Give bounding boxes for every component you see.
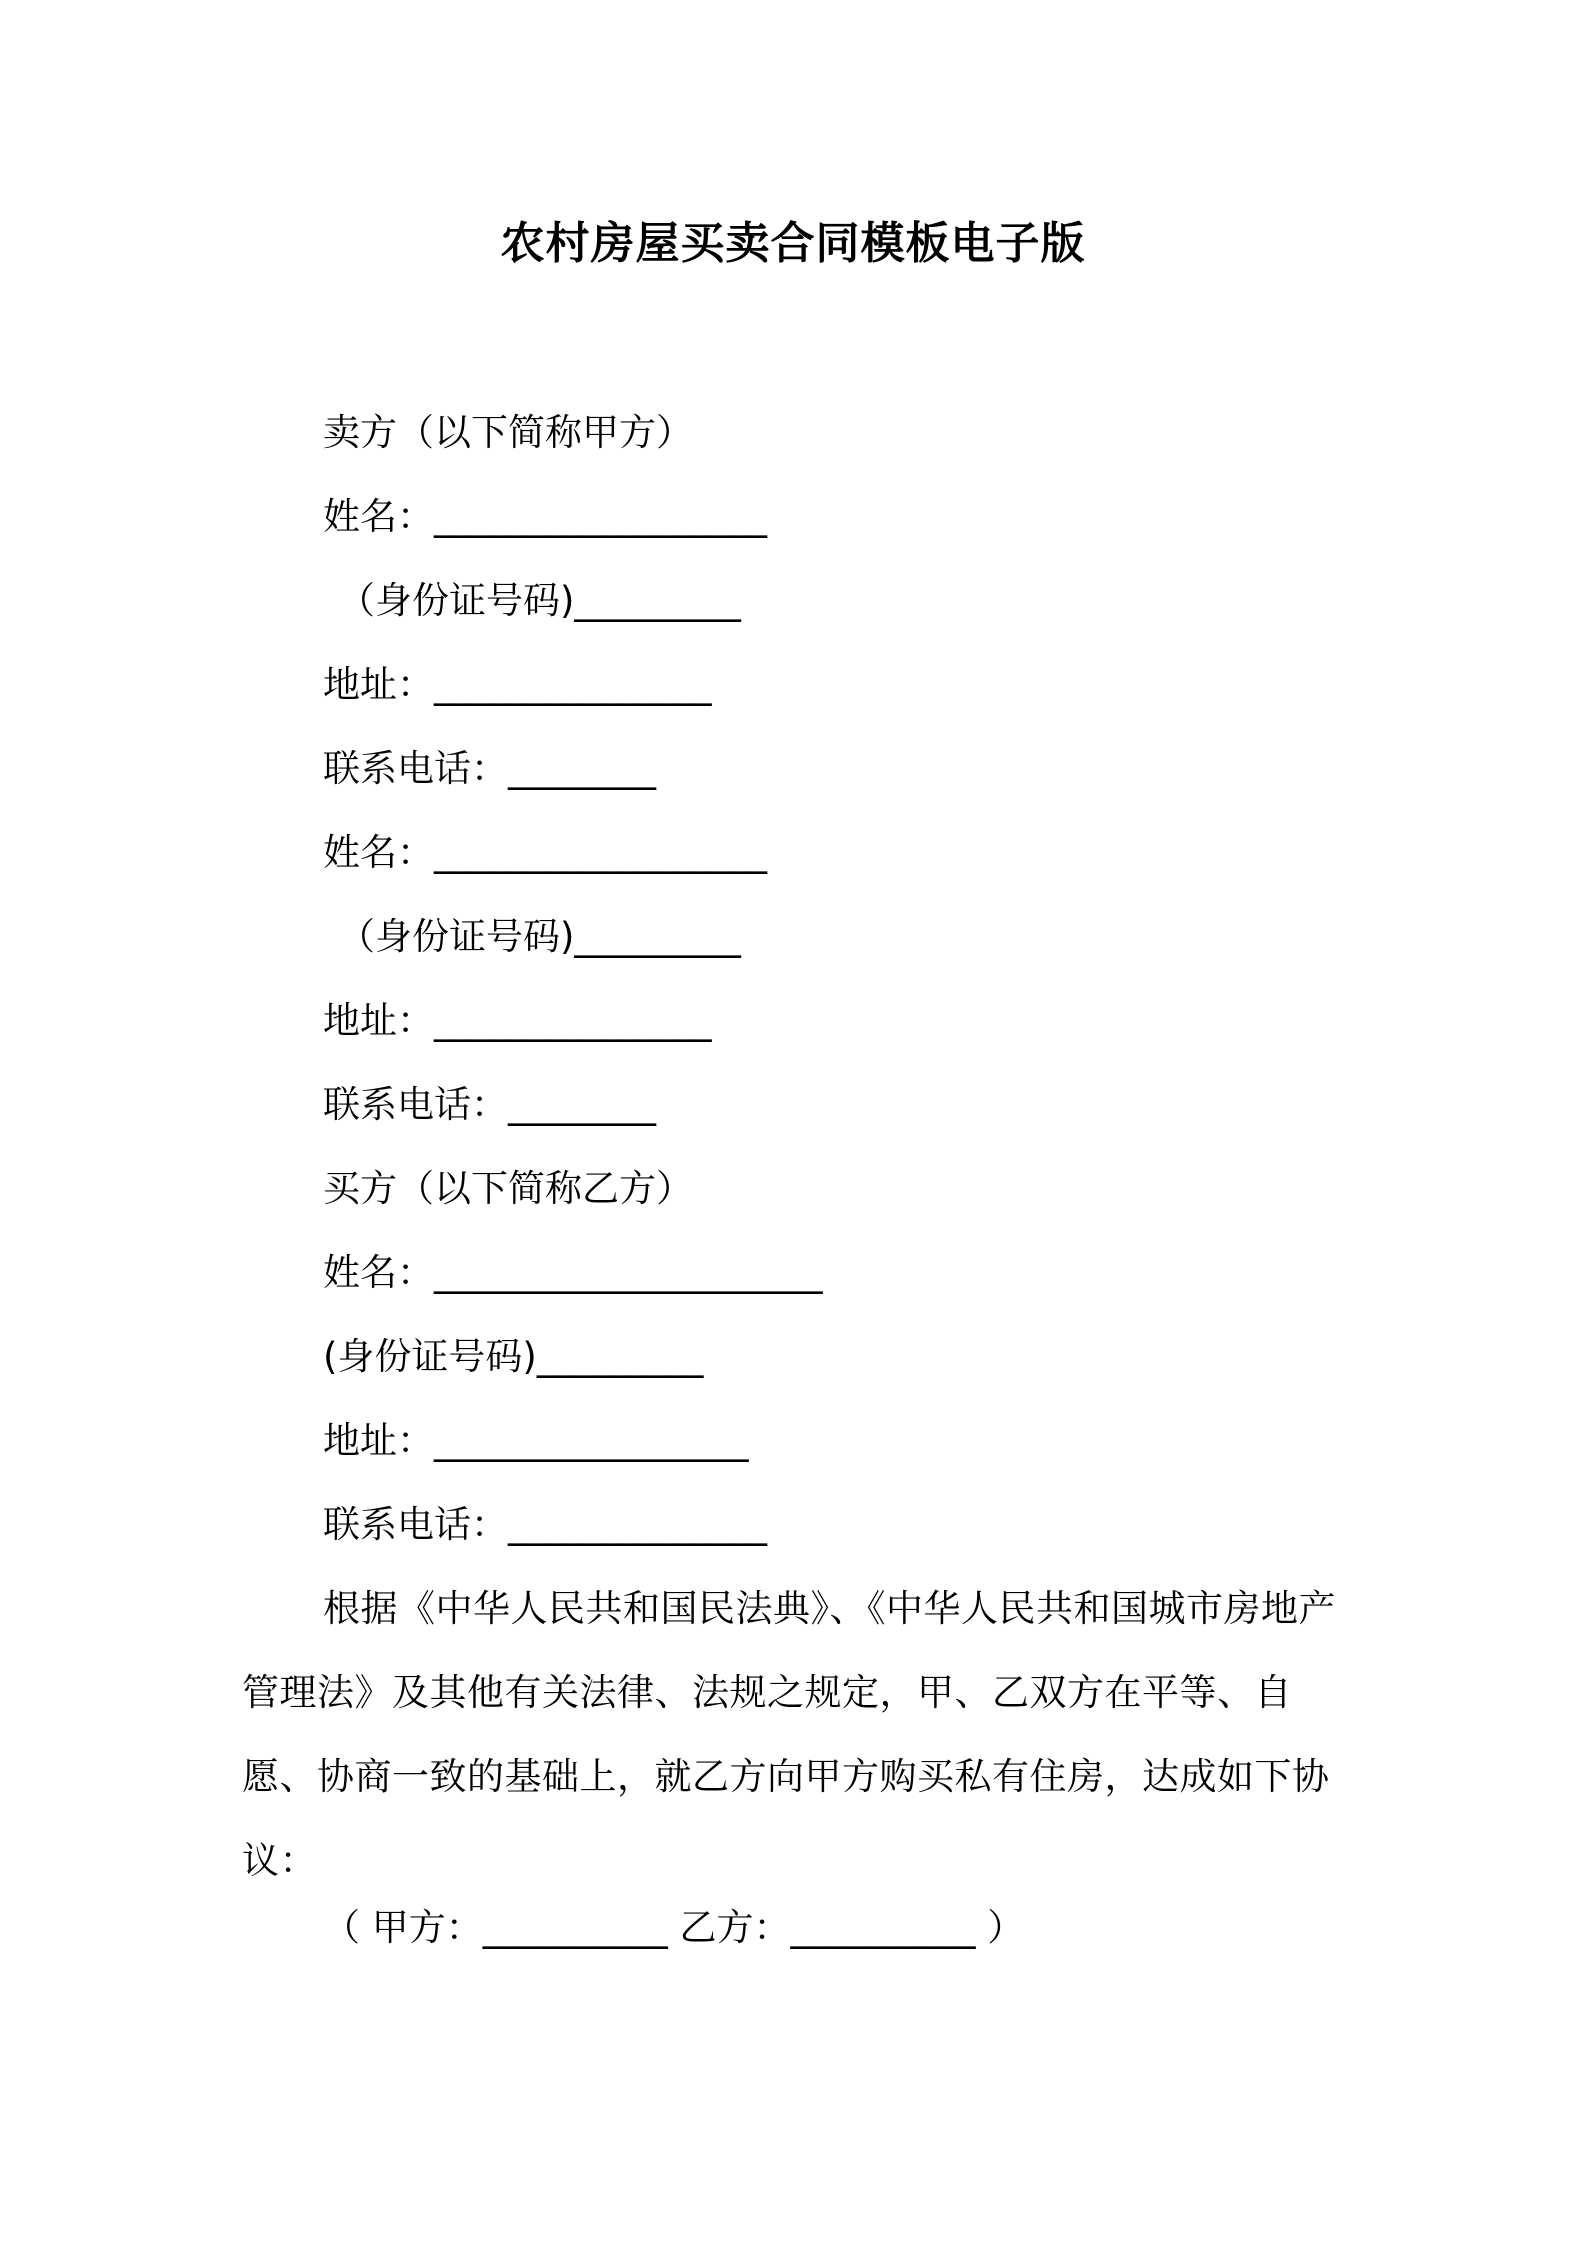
buyer-name-field: 姓名：_____________________ — [323, 1251, 823, 1294]
seller2-id-field: （身份证号码)_________ — [338, 915, 741, 958]
seller1-id-field: （身份证号码)_________ — [338, 579, 741, 622]
signature-line: （ 甲方：__________ 乙方：__________ ） — [323, 1906, 1025, 1949]
seller1-name-field: 姓名：__________________ — [323, 495, 767, 538]
seller2-address-field: 地址：_______________ — [323, 999, 712, 1042]
buyer-phone-field: 联系电话：______________ — [323, 1503, 767, 1546]
seller1-phone-field: 联系电话：________ — [323, 747, 656, 790]
seller2-phone-field: 联系电话：________ — [323, 1083, 656, 1126]
buyer-address-field: 地址：_________________ — [323, 1419, 749, 1462]
buyer-id-field: (身份证号码)_________ — [323, 1335, 704, 1378]
document-title: 农村房屋买卖合同模板电子版 — [500, 218, 1086, 269]
seller-heading: 卖方（以下简称甲方） — [323, 411, 693, 454]
seller2-name-field: 姓名：__________________ — [323, 831, 767, 874]
buyer-heading: 买方（以下简称乙方） — [323, 1167, 693, 1210]
document-body — [0, 408, 1586, 1987]
preamble-paragraph: 根据《中华人民共和国民法典》、《中华人民共和国城市房地产管理法》及其他有关法律、法规之规定，甲、乙双方在平等、自愿、协商一致的基础上，就乙方向甲方购买私有住房，达成如下协议： — [242, 1587, 1336, 1882]
seller1-address-field: 地址：_______________ — [323, 663, 712, 706]
